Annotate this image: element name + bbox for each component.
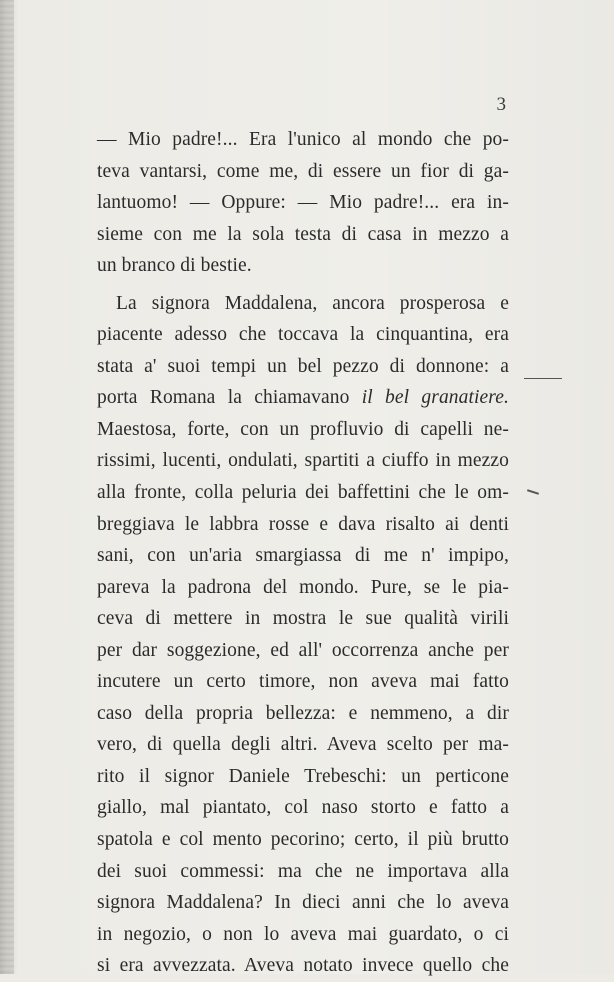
text-line: La signora Maddalena, ancora prosperosa e [116, 292, 509, 314]
margin-mark [527, 489, 539, 495]
text-line: piacente adesso che toccava la cinquantina, era [97, 324, 509, 346]
text-line: incutere un certo timore, non aveva mai fatto [97, 671, 509, 693]
text-line: ceva di mettere in mostra le sue qualità virili [97, 608, 509, 630]
text-line: stata a' suoi tempi un bel pezzo di donnone: a [97, 355, 509, 377]
text-line: Maestosa, forte, con un profluvio di capelli ne- [97, 418, 509, 440]
body-text [97, 124, 509, 982]
text-line: rito il signor Daniele Trebeschi: un perticone [97, 765, 509, 787]
text-line: un branco di bestie. [97, 255, 252, 277]
text-line: breggiava le labbra rosse e dava risalto ai denti [97, 513, 509, 535]
text-line: per dar soggezione, ed all' occorrenza anche per [97, 639, 509, 661]
text-line: giallo, mal piantato, col naso storto e fatto a [97, 797, 509, 819]
text-line: lantuomo! — Oppure: — Mio padre!... era in- [97, 192, 509, 214]
text-line: — Mio padre!... Era l'unico al mondo che po- [97, 129, 509, 150]
page-number: 3 [496, 94, 506, 115]
text-line: sieme con me la sola testa di casa in mezzo a [97, 223, 509, 245]
text-line: caso della propria bellezza: e nemmeno, a dir [97, 702, 509, 724]
text-line: rissimi, lucenti, ondulati, spartiti a ciuffo in mezzo [97, 450, 509, 472]
text-line: pareva la padrona del mondo. Pure, se le pia- [97, 576, 509, 598]
text-line: vero, di quella degli altri. Aveva scelto per ma- [97, 734, 509, 756]
text-line: alla fronte, colla peluria dei baffettini che le om- [97, 482, 509, 504]
text-line: spatola e col mento pecorino; certo, il più brutto [97, 829, 509, 851]
text-line: sani, con un'aria smargiassa di me n' impipo, [97, 545, 509, 567]
text-line-with-italic [97, 382, 509, 414]
margin-mark [524, 378, 562, 379]
text-line: in negozio, o non lo aveva mai guardato, o ci [97, 923, 509, 945]
text-line: teva vantarsi, come me, di essere un fior di ga- [97, 160, 509, 182]
italic-phrase: il bel granatiere. [361, 387, 509, 409]
text-line: signora Maddalena? In dieci anni che lo aveva [97, 892, 509, 914]
text-line: si era avvezzata. Aveva notato invece quello che [97, 955, 509, 977]
page-gutter [0, 0, 14, 974]
text-line: dei suoi commessi: ma che ne importava alla [97, 860, 509, 882]
text-span: porta Romana la chiamavano [97, 387, 362, 409]
